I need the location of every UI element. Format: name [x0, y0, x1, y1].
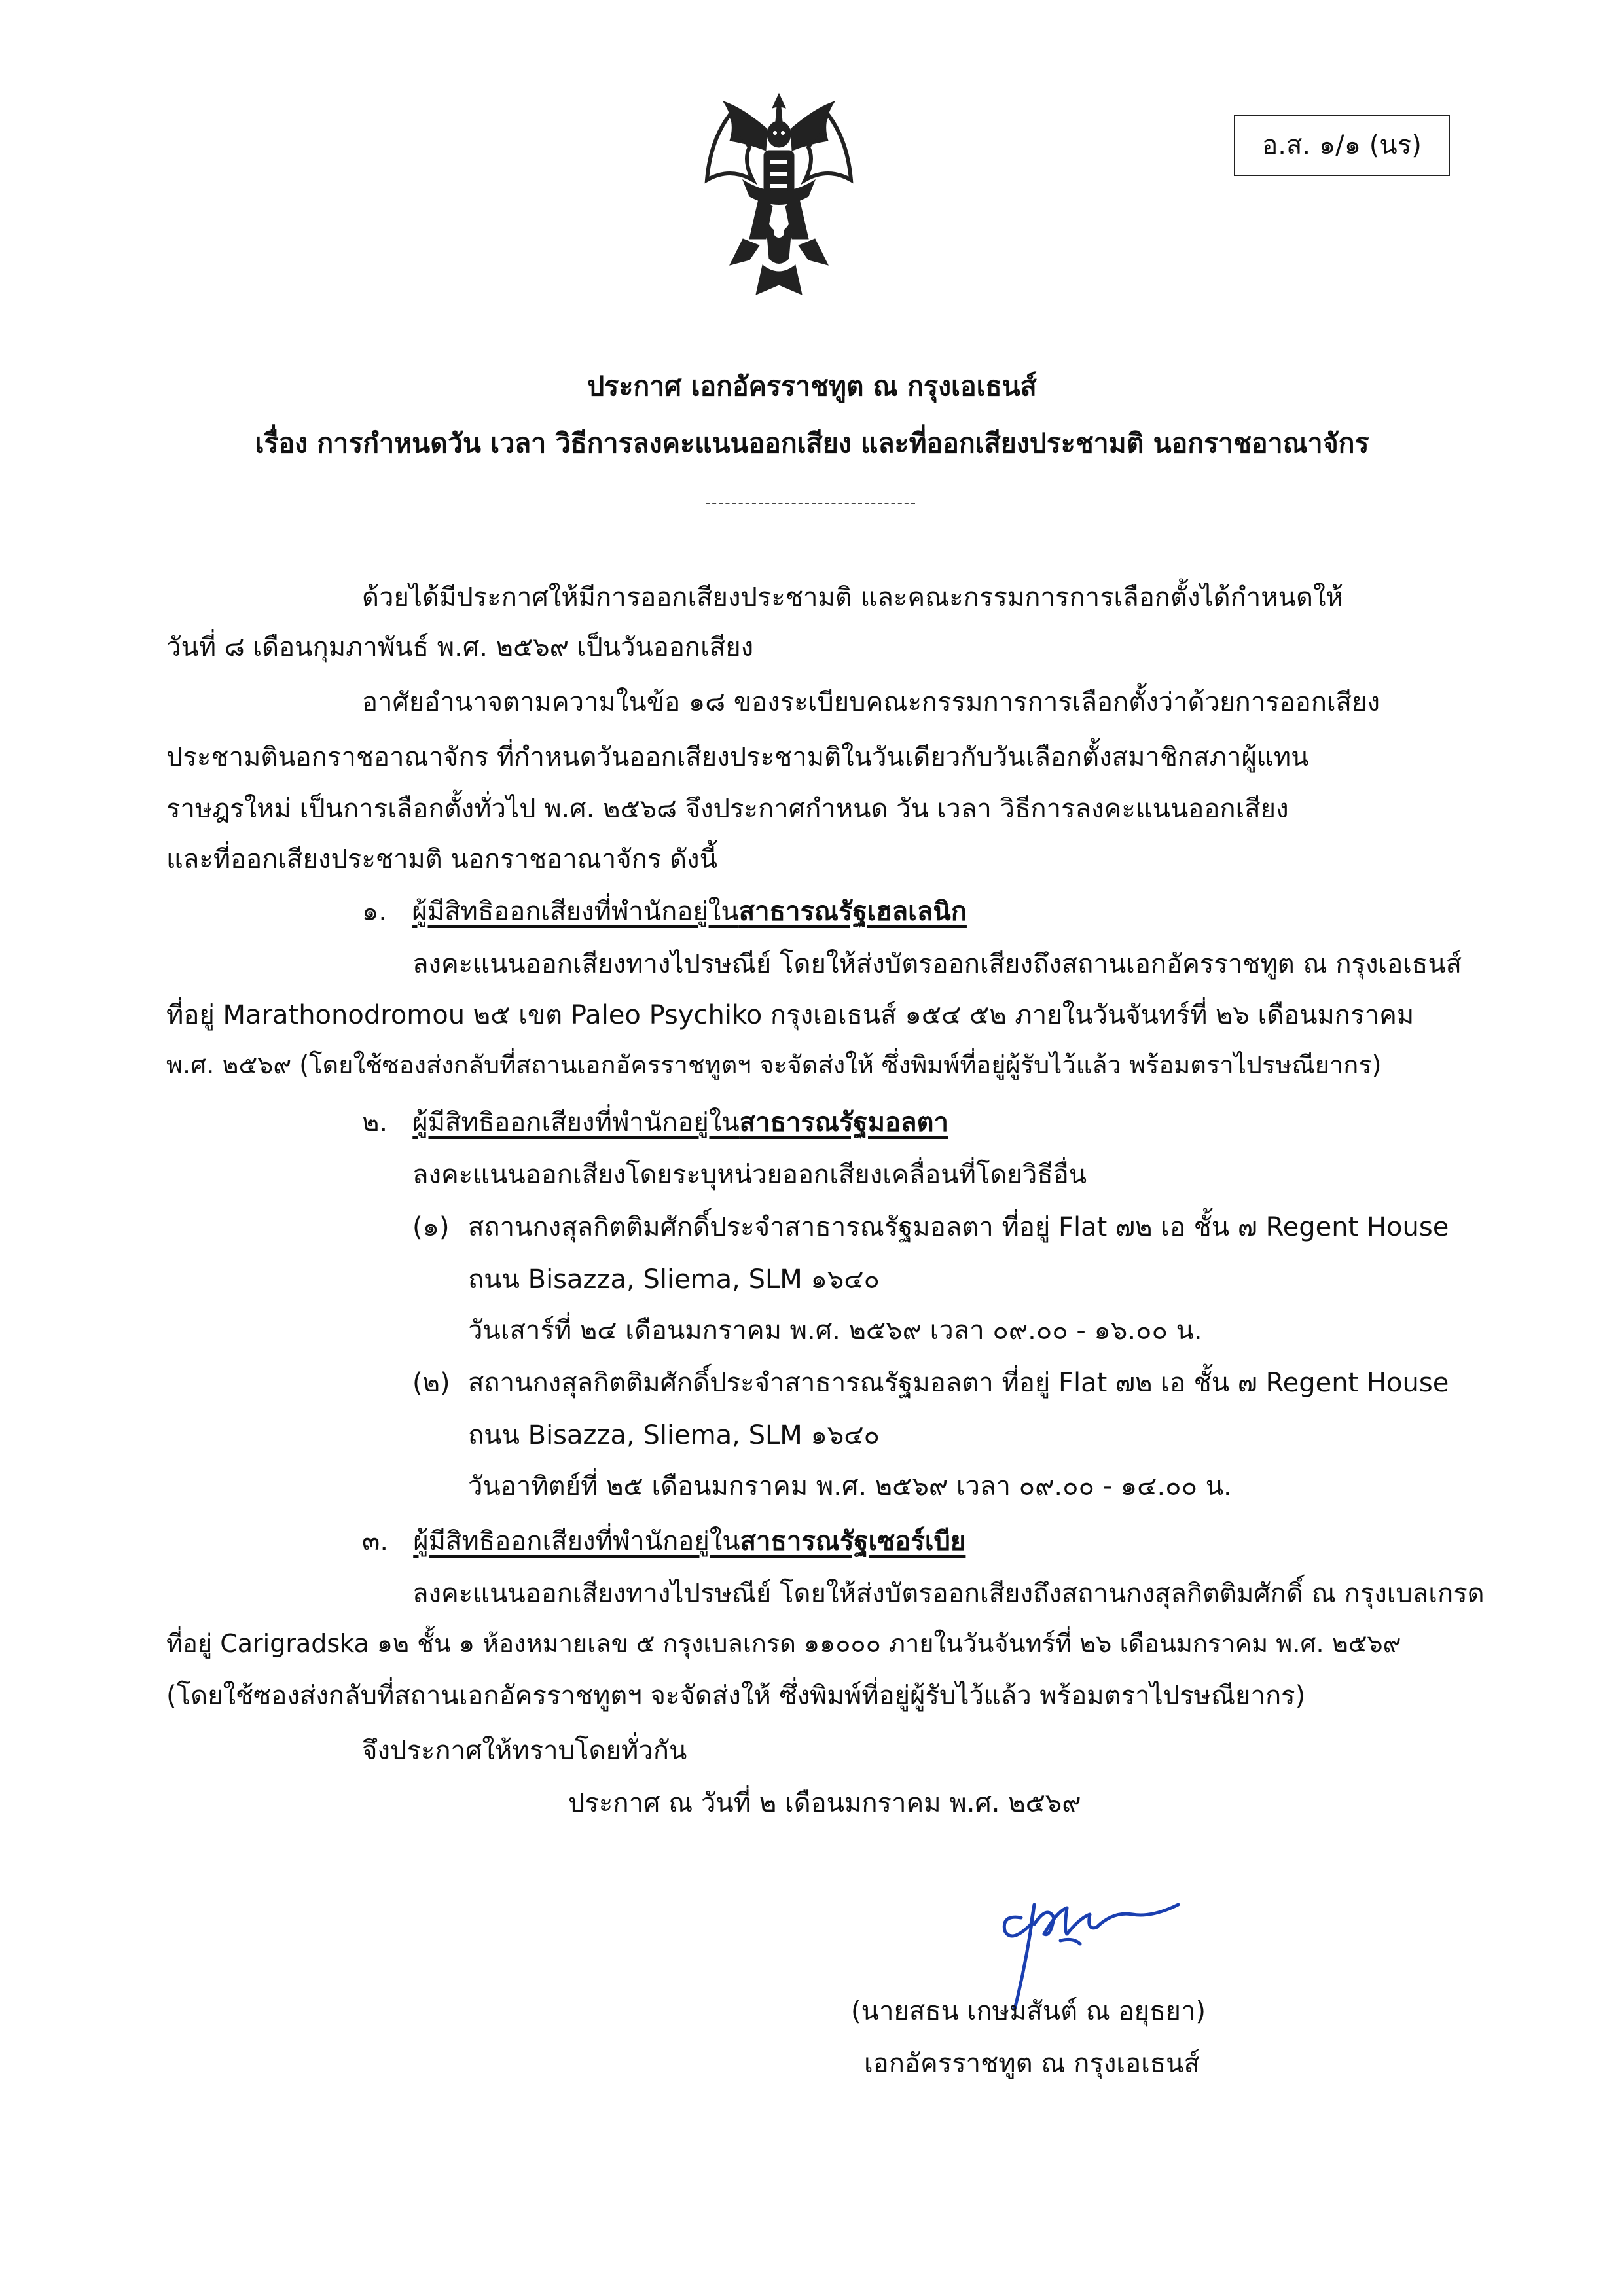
- section-2-item-1-line-3: วันเสาร์ที่ ๒๔ เดือนมกราคม พ.ศ. ๒๕๖๙ เวลา ๐๙.๐๐ - ๑๖.๐๐ น.: [468, 1316, 1202, 1346]
- section-2-heading: [362, 1101, 948, 1143]
- signatory-position: เอกอัครราชทูต ณ กรุงเอเธนส์: [864, 2049, 1200, 2079]
- authority-line-1: อาศัยอำนาจตามความในข้อ ๑๘ ของระเบียบคณะกรรมการการเลือกตั้งว่าด้วยการออกเสียง: [362, 687, 1380, 717]
- section-2-item-2-number: (๒): [412, 1368, 450, 1398]
- section-2-label: ผู้มีสิทธิออกเสียงที่พำนักอยู่ใน: [412, 1107, 740, 1138]
- section-2-item-2-line-1: สถานกงสุลกิตติมศักดิ์ประจำสาธารณรัฐมอลตา ที่อยู่ Flat ๗๒ เอ ชั้น ๗ Regent House: [468, 1368, 1449, 1398]
- section-1-label: ผู้มีสิทธิออกเสียงที่พำนักอยู่ใน: [412, 897, 739, 927]
- section-3-number: ๓.: [362, 1526, 389, 1556]
- section-2-line-1: ลงคะแนนออกเสียงโดยระบุหน่วยออกเสียงเคลื่อนที่โดยวิธีอื่น: [412, 1160, 1087, 1190]
- authority-line-4: และที่ออกเสียงประชามติ นอกราชอาณาจักร ดังนี้: [166, 844, 717, 874]
- section-3-line-2: ที่อยู่ Carigradska ๑๒ ชั้น ๑ ห้องหมายเลข ๕ กรุงเบลเกรด ๑๑๐๐๐ ภายในวันจันทร์ที่ ๒๖ เดือนมกราคม พ.ศ. ๒๕๖๙: [166, 1629, 1401, 1658]
- announcement-date: ประกาศ ณ วันที่ ๒ เดือนมกราคม พ.ศ. ๒๕๖๙: [568, 1788, 1081, 1818]
- intro-line-2: วันที่ ๘ เดือนกุมภาพันธ์ พ.ศ. ๒๕๖๙ เป็นวันออกเสียง: [166, 632, 754, 662]
- section-3-country: สาธารณรัฐเซอร์เบีย: [740, 1526, 966, 1556]
- section-2-item-1-number: (๑): [412, 1212, 450, 1242]
- section-2-country: สาธารณรัฐมอลตา: [739, 1107, 948, 1138]
- section-1-number: ๑.: [362, 897, 388, 927]
- section-1-line-2: ที่อยู่ Marathonodromou ๒๕ เขต Paleo Psychiko กรุงเอเธนส์ ๑๕๔ ๕๒ ภายในวันจันทร์ที่ ๒๖ เดือนมกราคม: [166, 1000, 1415, 1030]
- announcement-title: ประกาศ เอกอัครราชทูต ณ กรุงเอเธนส์: [587, 370, 1037, 402]
- form-code-box: [1234, 115, 1450, 176]
- section-1-heading: [362, 890, 967, 932]
- section-2-item-2-line-3: วันอาทิตย์ที่ ๒๕ เดือนมกราคม พ.ศ. ๒๕๖๙ เวลา ๐๙.๐๐ - ๑๔.๐๐ น.: [468, 1471, 1232, 1501]
- authority-line-3: ราษฎรใหม่ เป็นการเลือกตั้งทั่วไป พ.ศ. ๒๕๖๘ จึงประกาศกำหนด วัน เวลา วิธีการลงคะแนนออกเสียง: [166, 794, 1289, 824]
- section-3-line-1: ลงคะแนนออกเสียงทางไปรษณีย์ โดยให้ส่งบัตรออกเสียงถึงสถานกงสุลกิตติมศักดิ์ ณ กรุงเบลเกรด: [412, 1579, 1485, 1609]
- authority-line-2: ประชามตินอกราชอาณาจักร ที่กำหนดวันออกเสียงประชามติในวันเดียวกับวันเลือกตั้งสมาชิกสภาผู้แทน: [166, 742, 1309, 772]
- section-2-item-2-line-2: ถนน Bisazza, Sliema, SLM ๑๖๔๐: [468, 1420, 880, 1450]
- announcement-subject: เรื่อง การกำหนดวัน เวลา วิธีการลงคะแนนออกเสียง และที่ออกเสียงประชามติ นอกราชอาณาจักร: [255, 427, 1369, 459]
- closing-statement: จึงประกาศให้ทราบโดยทั่วกัน: [362, 1736, 687, 1766]
- section-3-label: ผู้มีสิทธิออกเสียงที่พำนักอยู่ใน: [413, 1526, 740, 1556]
- section-2-number: ๒.: [362, 1107, 388, 1138]
- section-2-item-1-line-2: ถนน Bisazza, Sliema, SLM ๑๖๔๐: [468, 1265, 880, 1295]
- intro-line-1: ด้วยได้มีประกาศให้มีการออกเสียงประชามติ และคณะกรรมการการเลือกตั้งได้กำหนดให้: [362, 583, 1343, 613]
- section-3-heading: [362, 1520, 965, 1562]
- section-3-line-3: (โดยใช้ซองส่งกลับที่สถานเอกอัครราชทูตฯ จะจัดส่งให้ ซึ่งพิมพ์ที่อยู่ผู้รับไว้แล้ว พร้อมตราไปรษณียากร): [166, 1681, 1306, 1711]
- section-1-line-3: พ.ศ. ๒๕๖๙ (โดยใช้ซองส่งกลับที่สถานเอกอัครราชทูตฯ จะจัดส่งให้ ซึ่งพิมพ์ที่อยู่ผู้รับไว้แล้ว พร้อมตราไปรษณียากร): [166, 1050, 1382, 1079]
- form-code: อ.ส. ๑/๑ (นร): [1262, 130, 1422, 160]
- section-2-item-1-line-1: สถานกงสุลกิตติมศักดิ์ประจำสาธารณรัฐมอลตา ที่อยู่ Flat ๗๒ เอ ชั้น ๗ Regent House: [468, 1212, 1449, 1242]
- garuda-emblem-icon: [704, 88, 854, 301]
- section-1-line-1: ลงคะแนนออกเสียงทางไปรษณีย์ โดยให้ส่งบัตรออกเสียงถึงสถานเอกอัครราชทูต ณ กรุงเอเธนส์: [412, 949, 1462, 979]
- signatory-name: (นายสธน เกษมสันต์ ณ อยุธยา): [851, 1996, 1206, 2026]
- separator-line: [706, 503, 915, 504]
- section-1-country: สาธารณรัฐเฮลเลนิก: [738, 897, 967, 927]
